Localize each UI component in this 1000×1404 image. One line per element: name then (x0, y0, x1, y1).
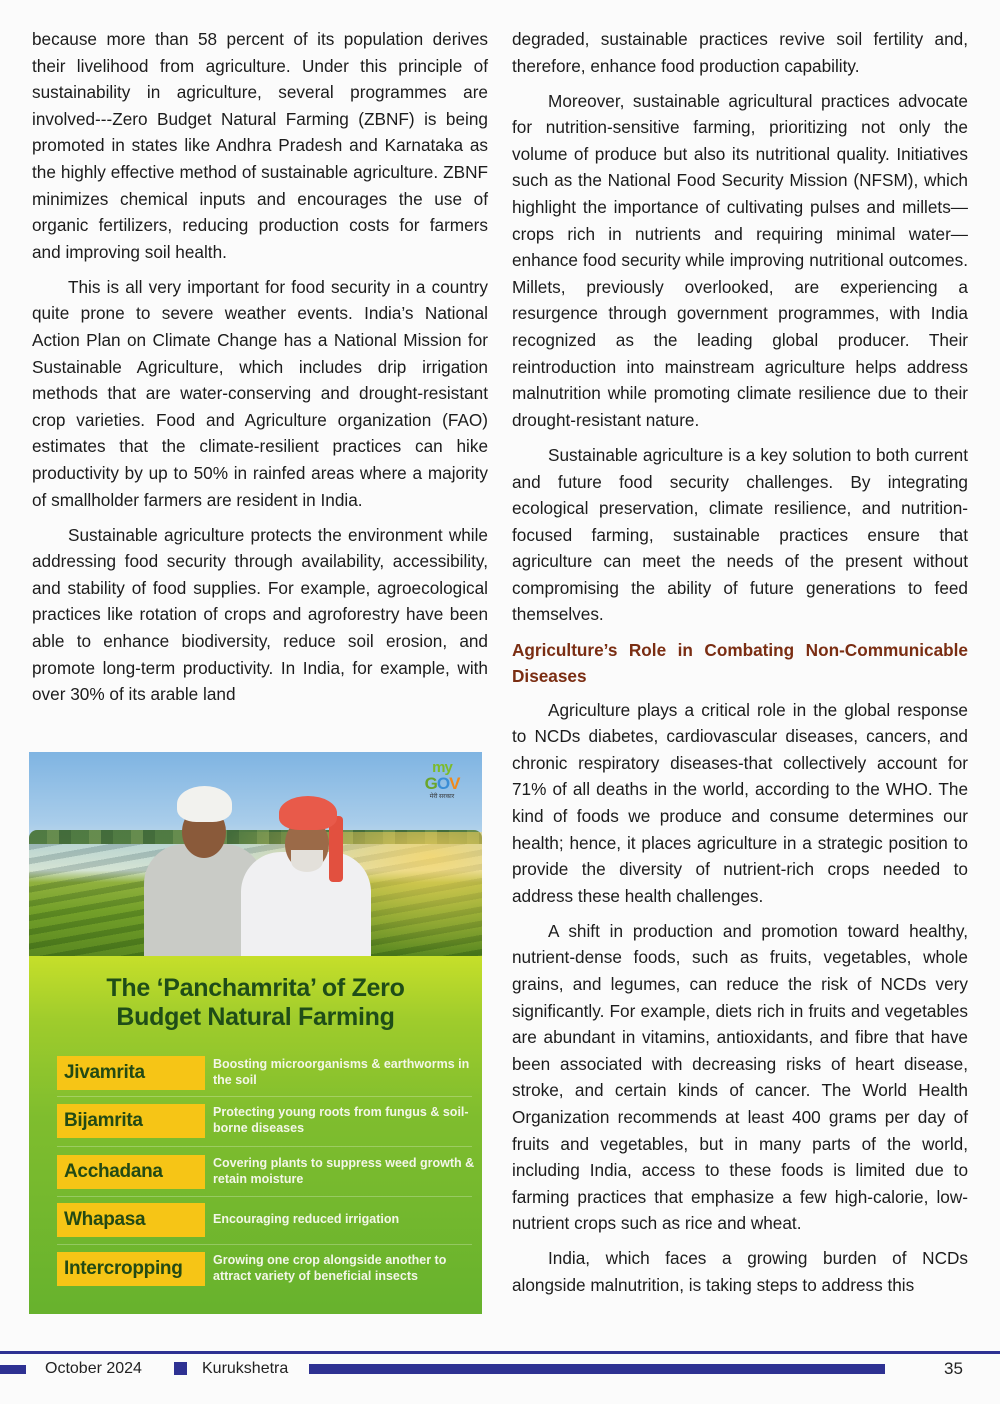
footer-accent-block (0, 1365, 26, 1374)
body-paragraph: because more than 58 percent of its population derives their livelihood from agriculture. Under this principle of sustainability in agriculture, several programmes are involved---Zero Budget Natural Farming (ZBNF) is being promoted in states like Andhra Pradesh and Karnataka as the highly effective method of sustainable agriculture. ZBNF minimizes chemical inputs and encourages the use of organic fertilizers, reducing production costs for farmers and improving soil health. (32, 29, 488, 262)
body-paragraph: This is all very important for food security in a country quite prone to severe weather events. India’s National Action Plan on Climate Change has a National Mission for Sustainable Agriculture, which includes drip irrigation methods that are water-conserving and drought-resistant crop varieties. Food and Agriculture organization (FAO) estimates that the climate-resilient practices can hike productivity by up to 50% in rainfed areas where a majority of smallholder farmers are resident in India. (32, 276, 488, 510)
farmer-red-turban (241, 776, 371, 956)
left-column (32, 26, 488, 716)
footer-rule (0, 1351, 1000, 1354)
body-paragraph: Moreover, sustainable agricultural practices advocate for nutrition-sensitive farming, prioritizing not only the volume of produce but also its nutritional quality. Initiatives such as the National Food Security Mission (NFSM), which highlight the importance of cultivating pulses and millets—crops rich in nutrients and requiring minimal water—enhance food security while improving nutritional outcomes. Millets, previously overlooked, are experiencing a resurgence through government programmes, with India recognized as the leading global producer. Their reintroduction into mainstream agriculture helps address malnutrition while promoting climate resilience due to their drought-resistant nature. (512, 90, 968, 430)
practice-description: Covering plants to suppress weed growth & retain moisture (213, 1156, 475, 1186)
panchamrita-panel (29, 956, 482, 1314)
body-paragraph: Sustainable agriculture is a key solution to both current and future food security challenges. By integrating ecological preservation, climate resilience, and nutrition-focused farming, sustainable practices ensure that agriculture can meet the needs of the present without compromising the ability of future generations to feed themselves. (512, 444, 968, 625)
farmers-photo (29, 752, 482, 956)
divider (57, 1244, 472, 1245)
practice-name: Whapasa (57, 1203, 205, 1237)
footer-bar (309, 1364, 885, 1374)
divider (57, 1196, 472, 1197)
practice-item-intercropping (57, 1252, 477, 1286)
practice-item-whapasa (57, 1203, 477, 1237)
issue-date: October 2024 (45, 1360, 142, 1377)
practice-description: Protecting young roots from fungus & soil-borne diseases (213, 1105, 469, 1135)
practice-description: Encouraging reduced irrigation (213, 1212, 400, 1226)
body-paragraph: Agriculture plays a critical role in the global response to NCDs diabetes, cardiovascular diseases, cancers, and chronic respiratory diseases-that collectively account for 71% of all deaths in the world, according to the WHO. The kind of foods we produce and consume determines our health; hence, it places agriculture in a strategic position to provide the diversity of nutrient-rich crops needed to address these health challenges. (512, 699, 968, 906)
panchamrita-infographic (29, 752, 482, 1314)
page-footer (0, 1358, 1000, 1380)
divider (57, 1146, 472, 1147)
practice-item-jivamrita (57, 1056, 477, 1090)
right-column (512, 26, 968, 1307)
practice-name: Bijamrita (57, 1104, 205, 1138)
practice-item-acchadana (57, 1155, 477, 1189)
practice-description: Growing one crop alongside another to attract variety of beneficial insects (213, 1253, 447, 1283)
body-paragraph: Sustainable agriculture protects the environment while addressing food security through availability, accessibility, and stability of food supplies. For example, agroecological practices like rotation of crops and agroforestry have been able to enhance biodiversity, reduce soil erosion, and promote long-term productivity. In India, for example, with over 30% of its arable land (32, 524, 488, 705)
infographic-title: The ‘Panchamrita’ of Zero Budget Natural Farming (106, 974, 405, 1031)
mygov-logo: my GOV मेरी सरकार (424, 759, 460, 800)
practice-item-bijamrita (57, 1104, 477, 1138)
section-heading: Agriculture’s Role in Combating Non-Communicable Diseases (512, 639, 968, 686)
body-paragraph: degraded, sustainable practices revive soil fertility and, therefore, enhance food production capability. (512, 29, 968, 76)
body-paragraph: A shift in production and promotion toward healthy, nutrient-dense foods, such as fruits, vegetables, whole grains, and legumes, can reduce the risk of NCDs very significantly. For example, diets rich in fruits and vegetables are abundant in vitamins, antioxidants, and fibre that have been associated with decreasing risks of heart disease, stroke, and certain kinds of cancer. The World Health Organization recommends at least 400 grams per day of fruits and vegetables, but in many parts of the world, including India, access to these foods is limited due to farming practices that emphasize a few high-calorie, low-nutrient crops such as rice and wheat. (512, 920, 968, 1234)
practice-description: Boosting microorganisms & earthworms in the soil (213, 1057, 470, 1087)
practice-name: Jivamrita (57, 1056, 205, 1090)
magazine-name: Kurukshetra (202, 1360, 289, 1377)
page-number: 35 (944, 1359, 963, 1378)
footer-square-icon (174, 1362, 187, 1375)
divider (57, 1096, 472, 1097)
practice-name: Intercropping (57, 1252, 205, 1286)
practice-name: Acchadana (57, 1155, 205, 1189)
body-paragraph: India, which faces a growing burden of NCDs alongside malnutrition, is taking steps to address this (512, 1248, 968, 1296)
